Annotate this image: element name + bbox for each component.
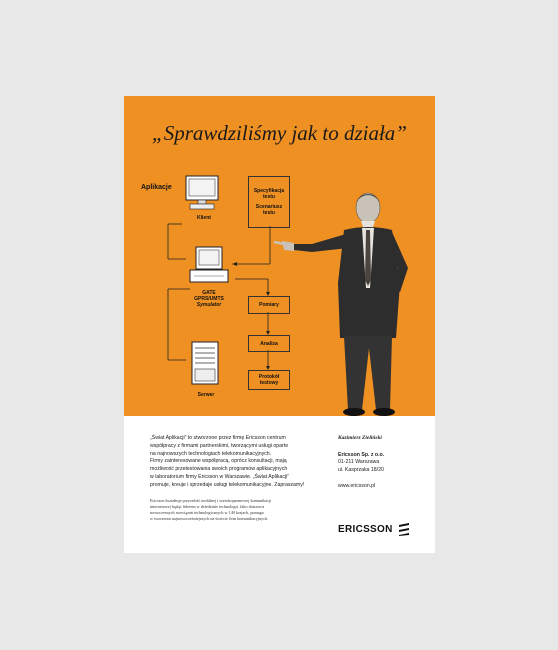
fine-print-line: internetowej będąc liderem w dziedzinie technologii. Jako dostawca xyxy=(150,504,265,509)
fine-print xyxy=(150,498,315,522)
description-line: promuje, kreuje i sprzedaje usługi telekomunikacyjne. Zapraszamy! xyxy=(150,481,305,488)
headline: „Sprawdziliśmy jak to działa” xyxy=(152,121,407,145)
server-label: Serwer xyxy=(197,392,215,398)
fine-print-line: nowoczesnych rozwiązań technologicznych w 140 krajach, pomaga xyxy=(150,510,264,515)
test-protocol-line2: testowy xyxy=(259,380,279,386)
advertisement-page xyxy=(124,96,435,553)
contact-name: Kazimierz Zieliński xyxy=(338,435,382,441)
orange-banner xyxy=(124,96,435,416)
description-line: w laboratorium firmy Ericsson w Warszawie. „Świat Aplikacji” xyxy=(150,473,290,480)
description-line: „Świat Aplikacji” to stworzone przez firmę Ericsson centrum xyxy=(150,435,286,441)
fine-print-line: Ericsson kształtuje przyszłość mobilnej i szerokopasmowej komunikacji xyxy=(150,498,272,503)
gateway-label-line2: GPRS/UMTS xyxy=(194,296,224,302)
analysis-label: Analiza xyxy=(260,340,278,347)
client-label: Klient xyxy=(197,215,211,221)
description-text xyxy=(150,435,330,490)
test-protocol-line1: Protokół xyxy=(258,374,280,380)
description-line: Firmy zainteresowane współpracą, oprócz konsultacji, mają xyxy=(150,458,287,465)
contact-block xyxy=(338,435,428,491)
description-line: na najnowszych technologiach telekomunikacyjnych. xyxy=(150,450,272,457)
company-name: Ericsson Sp. z o.o. xyxy=(338,451,385,458)
ericsson-mark-icon xyxy=(398,523,410,536)
description-line: możliwość przetestowania swoich programów aplikacyjnych xyxy=(150,466,288,473)
description-line: współpracy z firmami partnerskimi, tworzącymi usługi oparte xyxy=(150,442,289,449)
gateway-computer-icon xyxy=(186,246,232,288)
gateway-label-line1: GATE xyxy=(202,290,216,296)
applications-label: Aplikacje xyxy=(141,184,172,191)
fine-print-line: w tworzeniu najnowocześniejszych na świecie firm komunikacyjnych. xyxy=(150,516,269,521)
test-spec-line2: testu xyxy=(263,194,275,200)
address-line: ul. Kasprzaka 18/20 xyxy=(338,466,384,473)
test-spec-line1: Specyfikacja xyxy=(253,188,285,194)
businessman-figure xyxy=(272,188,422,418)
logo-wordmark: ERICSSON xyxy=(338,524,393,535)
test-scenario-line1: Scenariusz xyxy=(255,204,283,210)
text-section xyxy=(124,416,435,553)
client-computer-icon xyxy=(182,174,222,212)
gateway-label xyxy=(182,290,236,308)
ericsson-logo xyxy=(338,523,410,536)
measurements-label: Pomiary xyxy=(259,302,279,308)
website-link[interactable]: www.ericsson.pl xyxy=(338,483,376,489)
gateway-label-line3: Symulator xyxy=(196,302,222,308)
server-icon xyxy=(190,341,220,385)
test-scenario-line2: testu xyxy=(263,210,275,216)
address-line: 01-211 Warszawa xyxy=(338,459,380,465)
